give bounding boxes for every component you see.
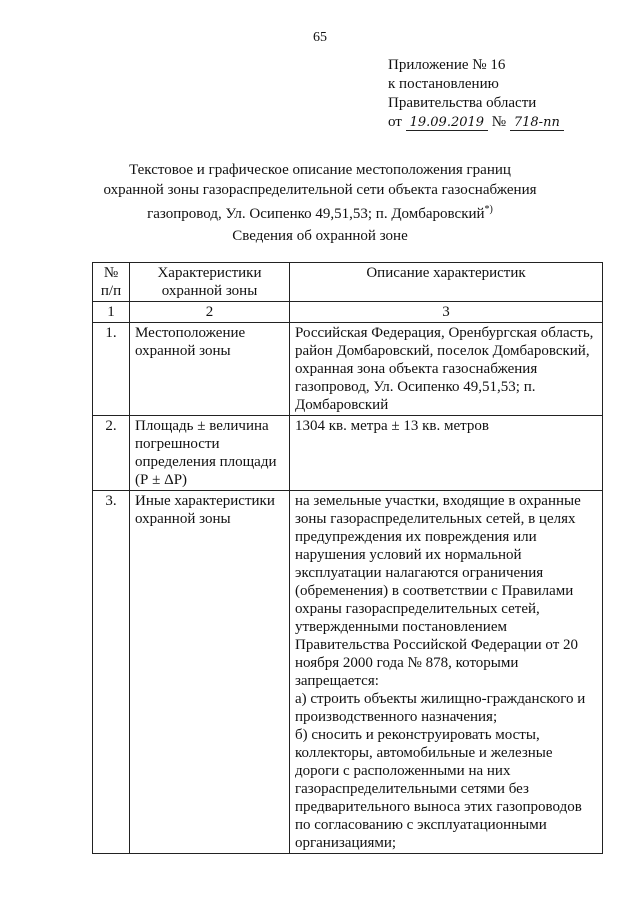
column-number: 1 [93, 302, 130, 323]
column-number: 2 [130, 302, 290, 323]
table-row [93, 416, 603, 491]
title-line-2: охранной зоны газораспределительной сети объекта газоснабжения [103, 182, 537, 198]
appendix-line-4 [388, 113, 564, 132]
handwritten-date: 19.09.2019 [406, 115, 488, 131]
header-no: № п/п [93, 263, 130, 302]
appendix-line-3: Правительства области [388, 95, 537, 111]
number-label: № [491, 114, 507, 130]
row-description: 1304 кв. метра ± 13 кв. метров [290, 416, 603, 491]
table-header-row [93, 263, 603, 302]
page-number: 65 [313, 30, 327, 45]
footnote-mark: *) [484, 204, 493, 215]
appendix-line-2: к постановлению [388, 76, 499, 92]
table-row [93, 323, 603, 416]
header-characteristics: Характеристики охранной зоны [130, 263, 290, 302]
column-number: 3 [290, 302, 603, 323]
row-number: 2. [93, 416, 130, 491]
description-paragraph: на земельные участки, входящие в охранные зоны газораспределительных сетей, в целях предупреждения их повреждения или нарушения условий их нормальной эксплуатации налагаются ограничения (обременения) в соответствии с Правилами охраны газораспределительных сетей, утвержденными постановлением Правительства Российской Федерации от 20 ноября 2000 года № 878, которыми запрещается: [295, 493, 581, 689]
row-characteristic: Иные характеристики охранной зоны [130, 491, 290, 854]
row-characteristic: Площадь ± величина погрешности определения площади (Р ± ΔР) [130, 416, 290, 491]
title-line-1: Текстовое и графическое описание местоположения границ [129, 162, 511, 178]
from-label: от [388, 114, 402, 130]
document-title [0, 160, 640, 224]
handwritten-number: 718-пп [510, 115, 564, 131]
row-description: Российская Федерация, Оренбургская область, район Домбаровский, поселок Домбаровский, охранная зона объекта газоснабжения газопровод, Ул. Осипенко 49,51,53; п. Домбаровский [290, 323, 603, 416]
description-paragraph: а) строить объекты жилищно-гражданского и производственного назначения; [295, 691, 586, 725]
protection-zone-table [92, 262, 603, 854]
appendix-block [388, 56, 564, 132]
column-number-row [93, 302, 603, 323]
row-description [290, 491, 603, 854]
title-line-3-text: газопровод, Ул. Осипенко 49,51,53; п. Домбаровский [147, 206, 485, 222]
appendix-line-1: Приложение № 16 [388, 57, 506, 73]
row-number: 1. [93, 323, 130, 416]
header-description: Описание характеристик [290, 263, 603, 302]
row-number: 3. [93, 491, 130, 854]
section-title: Сведения об охранной зоне [232, 228, 408, 244]
table-row [93, 491, 603, 854]
title-line-3 [0, 200, 640, 224]
description-paragraph: б) сносить и реконструировать мосты, коллекторы, автомобильные и железные дороги с расположенными на них газораспределительными сетями без предварительного выноса этих газопроводов по согласованию с эксплуатационными организациями; [295, 727, 582, 851]
row-characteristic: Местоположение охранной зоны [130, 323, 290, 416]
